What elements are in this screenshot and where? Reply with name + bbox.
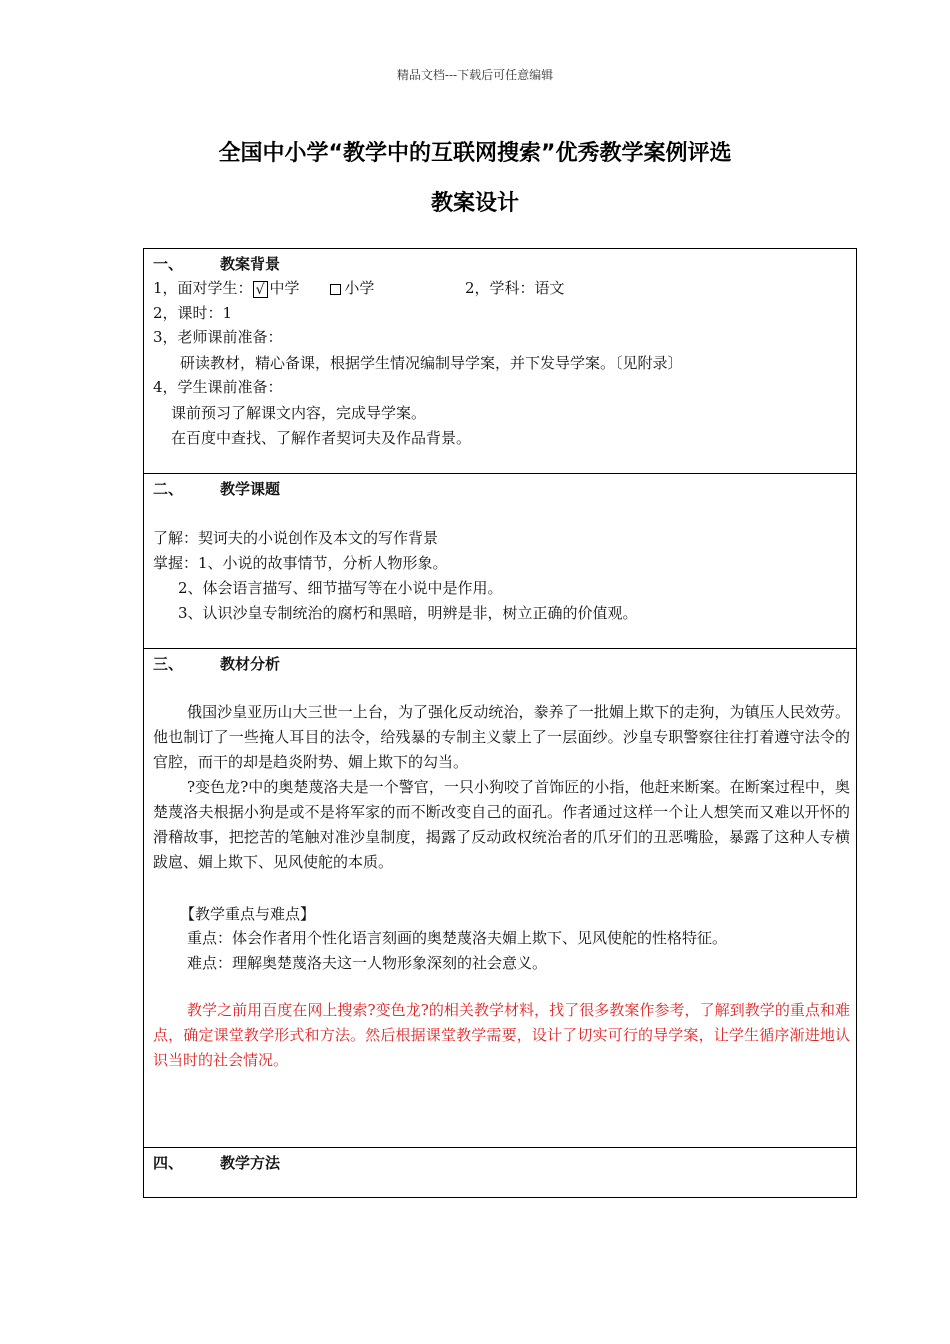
document-title: 全国中小学“教学中的互联网搜索”优秀教学案例评选	[218, 141, 732, 166]
student-prep-text-2: 在百度中查找、了解作者契诃夫及作品背景。	[171, 429, 472, 447]
topic-understand: 了解：契诃夫的小说创作及本文的写作背景	[153, 529, 439, 547]
section-number: 一、	[153, 255, 184, 273]
option-primary-school: 小学	[344, 279, 375, 297]
student-prep-text-1: 课前预习了解课文内容，完成导学案。	[171, 404, 427, 422]
subject-info: 2，学科：语文	[465, 279, 565, 297]
analysis-paragraph-2: ?变色龙?中的奥楚蔑洛夫是一个警官，一只小狗咬了首饰匠的小指，他赶来断案。在断案过程中，奥楚蔑洛夫根据小狗是或不是将军家的而不断改变自己的面孔。作者通过这样一个让人想笑而又难以开怀的滑稽故事，把挖苦的笔触对准沙皇制度，揭露了反动政权统治者的爪牙们的丑恶嘴脸，暴露了这种人专横跋扈、媚上欺下、见风使舵的本质。	[153, 778, 850, 871]
topic-master-1: 掌握：1、小说的故事情节，分析人物形象。	[153, 554, 448, 572]
section-number: 四、	[153, 1154, 184, 1172]
section-background	[144, 249, 856, 474]
key-points-title: 【教学重点与难点】	[180, 905, 316, 923]
key-point: 重点：体会作者用个性化语言刻画的奥楚蔑洛夫媚上欺下、见风使舵的性格特征。	[187, 929, 728, 947]
teacher-prep-label: 3，老师课前准备：	[153, 328, 283, 346]
section-teaching-method	[144, 1148, 856, 1198]
teacher-prep-text: 研读教材，精心备课，根据学生情况编制导学案，并下发导学案。〔见附录〕	[180, 354, 683, 372]
option-middle-school: 中学	[269, 279, 300, 297]
analysis-paragraph-1: 俄国沙皇亚历山大三世一上台，为了强化反动统治，豢养了一批媚上欺下的走狗，为镇压人民效劳。他也制订了一些掩人耳目的法令，给残暴的专制主义蒙上了一层面纱。沙皇专职警察往往打着遵守法令的官腔，而干的却是趋炎附势、媚上欺下的勾当。	[153, 703, 850, 771]
document-subtitle: 教案设计	[430, 191, 519, 216]
lesson-plan-table	[143, 248, 857, 1198]
checked-checkbox[interactable]: √	[253, 281, 268, 298]
topic-master-2: 2、体会语言描写、细节描写等在小说中是作用。	[178, 579, 503, 597]
page-header-note: 精品文档---下载后可任意编辑	[396, 68, 554, 82]
class-hours: 2，课时：1	[153, 304, 233, 322]
topic-master-3: 3、认识沙皇专制统治的腐朽和黑暗，明辨是非，树立正确的价值观。	[178, 604, 638, 622]
search-note-paragraph: 教学之前用百度在网上搜索?变色龙?的相关教学材料，找了很多教案作参考，了解到教学的重点和难点，确定课堂教学形式和方法。然后根据课堂教学需要，设计了切实可行的导学案，让学生循序渐进地认识当时的社会情况。	[153, 1001, 850, 1069]
section-title: 教材分析	[220, 655, 281, 673]
target-students-label: 1，面对学生：	[153, 279, 253, 297]
section-number: 二、	[153, 480, 184, 498]
difficult-point: 难点：理解奥楚蔑洛夫这一人物形象深刻的社会意义。	[187, 954, 548, 972]
section-title: 教学方法	[220, 1154, 281, 1172]
section-number: 三、	[153, 655, 184, 673]
section-topic	[144, 474, 856, 649]
unchecked-checkbox[interactable]	[330, 284, 341, 295]
section-title: 教学课题	[220, 480, 281, 498]
student-prep-label: 4，学生课前准备：	[153, 378, 283, 396]
section-title: 教案背景	[220, 255, 281, 273]
section-material-analysis	[144, 649, 856, 1148]
target-students-row	[153, 278, 374, 298]
